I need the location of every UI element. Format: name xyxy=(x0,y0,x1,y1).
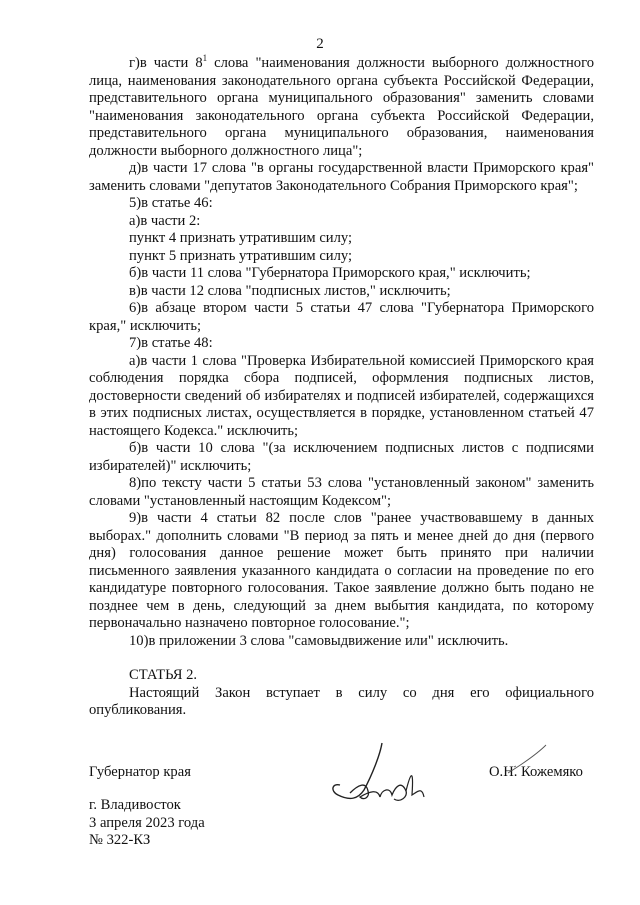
paragraph-6: 6)в абзаце втором части 5 статьи 47 слова "Губернатора Приморского края," исключить; xyxy=(89,300,594,334)
city: г. Владивосток xyxy=(89,797,181,813)
paragraph-9: 9)в части 4 статьи 82 после слов "ранее участвовавшему в данных выборах." дополнить словами "В период за пять и менее дней до дня (первого дня) голосования данное решение может быть принято при наличии письменного заявления указанного кандидата о согласии на проведение по его кандидатуре повторного голосования. Такое заявление должно быть подано не позднее чем в день, следующий за днем выбытия кандидата, по которому первоначально назначено повторное голосование."; xyxy=(89,510,594,631)
signatory-title: Губернатор края xyxy=(89,764,191,780)
place-and-date xyxy=(89,797,205,850)
handwritten-signature xyxy=(310,735,550,815)
paragraph-point-4: пункт 4 признать утратившим силу; xyxy=(129,230,353,246)
signatory-name: О.Н. Кожемяко xyxy=(489,764,583,780)
paragraph-7a: а)в части 1 слова "Проверка Избирательной комиссией Приморского края соблюдения порядка сбора подписей, оформления подписных листов, достоверности сведений об избирателях и подписей избирателей, содержащихся в этих подписных листах, осуществляется в порядке, установленном статьей 47 настоящего Кодекса." исключить; xyxy=(89,352,594,439)
law-number: № 322-КЗ xyxy=(89,832,151,848)
paragraph-7b: б)в части 10 слова "(за исключением подписных листов с подписями избирателей)" исключить; xyxy=(89,440,594,474)
article-text: Настоящий Закон вступает в силу со дня его официального опубликования. xyxy=(89,684,594,718)
article-heading: СТАТЬЯ 2. xyxy=(129,667,198,683)
paragraph-5: 5)в статье 46: xyxy=(129,195,213,211)
paragraph-5b: б)в части 11 слова "Губернатора Приморского края," исключить; xyxy=(129,265,531,281)
paragraph-g: г)в части $8^1$ слова "наименования должности выборного должностного лица, наименования законодательного органа субъекта Российской Федерации, представительного органа муниципального образования" заменить словами "наименования законодательного органа субъекта Российской Федерации, представительного органа муниципального образования, наименования должности выборного должностного лица"; xyxy=(89,53,595,159)
paragraph-d: д)в части 17 слова "в органы государственной власти Приморского края" заменить словами "депутатов Законодательного Собрания Приморского края"; xyxy=(89,160,594,194)
document-body xyxy=(89,55,594,720)
date: 3 апреля 2023 года xyxy=(89,814,205,831)
paragraph-7: 7)в статье 48: xyxy=(129,335,213,351)
paragraph-point-5: пункт 5 признать утратившим силу; xyxy=(129,247,353,264)
paragraph-8: 8)по тексту части 5 статьи 53 слова "установленный законом" заменить словами "установленный настоящим Кодексом"; xyxy=(89,475,594,509)
paragraph-5v: в)в части 12 слова "подписных листов," исключить; xyxy=(129,282,451,299)
paragraph-10: 10)в приложении 3 слова "самовыдвижение или" исключить. xyxy=(129,632,509,649)
page-number: 2 xyxy=(316,36,324,52)
paragraph-5a: а)в части 2: xyxy=(129,212,201,229)
